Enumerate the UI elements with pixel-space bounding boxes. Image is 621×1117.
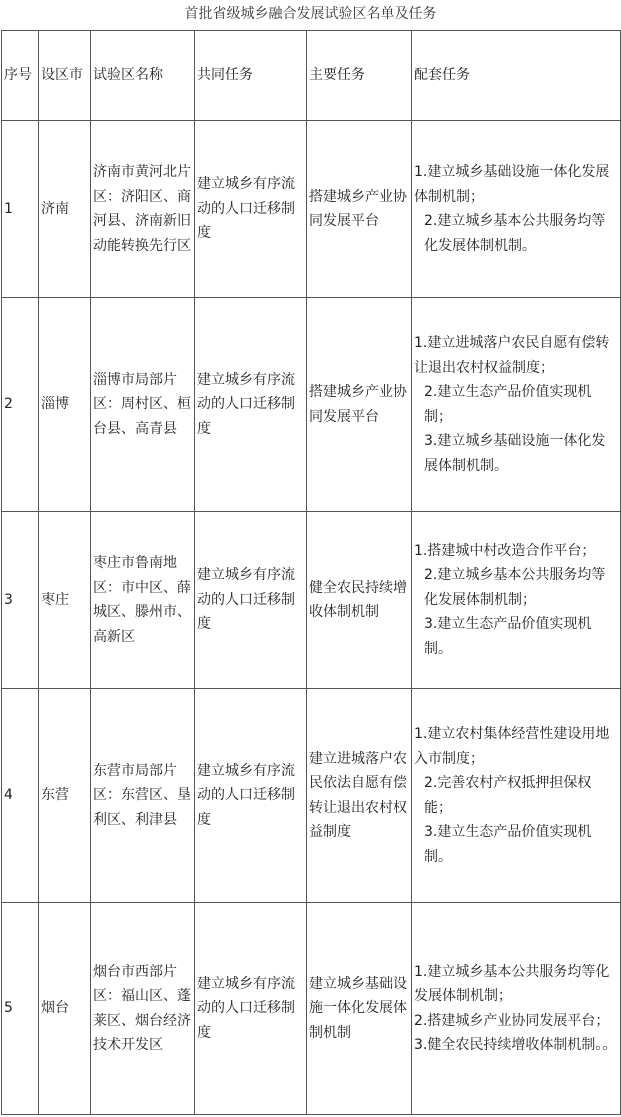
support-item: 1.建立城乡基础设施一体化发展体制机制； xyxy=(414,164,610,205)
row-main-task: 建立城乡基础设施一体化发展体制机制 xyxy=(307,903,412,1115)
support-item: 2.建立城乡基本公共服务均等化发展体制机制。 xyxy=(424,213,606,254)
row-no: 5 xyxy=(2,903,39,1115)
table-row xyxy=(2,903,621,1115)
page-title: 首批省级城乡融合发展试验区名单及任务 xyxy=(184,6,437,22)
table-row xyxy=(2,512,621,689)
header-no: 序号 xyxy=(2,31,39,121)
support-item: 1.建立进城落户农民自愿有偿转让退出农村权益制度； xyxy=(414,335,610,376)
row-main-task: 搭建城乡产业协同发展平台 xyxy=(307,298,412,512)
row-zone: 东营市局部片区：东营区、垦利区、利津县 xyxy=(91,689,195,903)
row-common-task: 建立城乡有序流动的人口迁移制度 xyxy=(195,121,307,298)
row-common-task: 建立城乡有序流动的人口迁移制度 xyxy=(195,689,307,903)
table-row xyxy=(2,121,621,298)
row-no: 2 xyxy=(2,298,39,512)
header-common-task: 共同任务 xyxy=(195,31,307,121)
row-city: 济南 xyxy=(39,121,91,298)
row-main-task: 建立进城落户农民依法自愿有偿转让退出农村权益制度 xyxy=(307,689,412,903)
pilot-zone-table xyxy=(1,30,621,1115)
header-support-task: 配套任务 xyxy=(412,31,621,121)
row-zone: 烟台市西部片区：福山区、蓬莱区、烟台经济技术开发区 xyxy=(91,903,195,1115)
support-item: 3.健全农民持续增收体制机制。。 xyxy=(414,1037,617,1053)
row-support-task xyxy=(412,121,621,298)
header-main-task: 主要任务 xyxy=(307,31,412,121)
table-row xyxy=(2,689,621,903)
support-item: 3.建立生态产品价值实现机制。 xyxy=(424,616,592,657)
row-zone: 济南市黄河北片区：济阳区、商河县、济南新旧动能转换先行区 xyxy=(91,121,195,298)
row-no: 1 xyxy=(2,121,39,298)
row-common-task: 建立城乡有序流动的人口迁移制度 xyxy=(195,512,307,689)
support-item: 1.建立农村集体经营性建设用地入市制度； xyxy=(414,726,610,767)
row-common-task: 建立城乡有序流动的人口迁移制度 xyxy=(195,903,307,1115)
row-support-task xyxy=(412,298,621,512)
support-item: 2.完善农村产权抵押担保权能； xyxy=(424,775,592,816)
support-item: 3.建立生态产品价值实现机制。 xyxy=(424,824,592,865)
row-support-task xyxy=(412,903,621,1115)
support-item: 2.搭建城乡产业协同发展平台； xyxy=(414,1012,610,1029)
row-main-task: 搭建城乡产业协同发展平台 xyxy=(307,121,412,298)
row-common-task: 建立城乡有序流动的人口迁移制度 xyxy=(195,298,307,512)
row-support-task xyxy=(412,689,621,903)
row-no: 3 xyxy=(2,512,39,689)
row-zone: 枣庄市鲁南地区：市中区、薛城区、滕州市、高新区 xyxy=(91,512,195,689)
row-no: 4 xyxy=(2,689,39,903)
row-main-task: 健全农民持续增收体制机制 xyxy=(307,512,412,689)
header-city: 设区市 xyxy=(39,31,91,121)
table-row xyxy=(2,298,621,512)
row-zone: 淄博市局部片区：周村区、桓台县、高青县 xyxy=(91,298,195,512)
row-city: 烟台 xyxy=(39,903,91,1115)
row-city: 东营 xyxy=(39,689,91,903)
row-city: 枣庄 xyxy=(39,512,91,689)
support-item: 2.建立城乡基本公共服务均等化发展体制机制； xyxy=(424,567,606,608)
row-city: 淄博 xyxy=(39,298,91,512)
row-support-task xyxy=(412,512,621,689)
support-item: 1.搭建城中村改造合作平台； xyxy=(414,542,596,559)
support-item: 1.建立城乡基本公共服务均等化发展体制机制； xyxy=(414,963,610,1004)
table-header-row xyxy=(2,31,621,121)
header-zone: 试验区名称 xyxy=(91,31,195,121)
support-item: 3.建立城乡基础设施一体化发展体制机制。 xyxy=(424,433,606,474)
support-item: 2.建立生态产品价值实现机制； xyxy=(424,384,592,425)
